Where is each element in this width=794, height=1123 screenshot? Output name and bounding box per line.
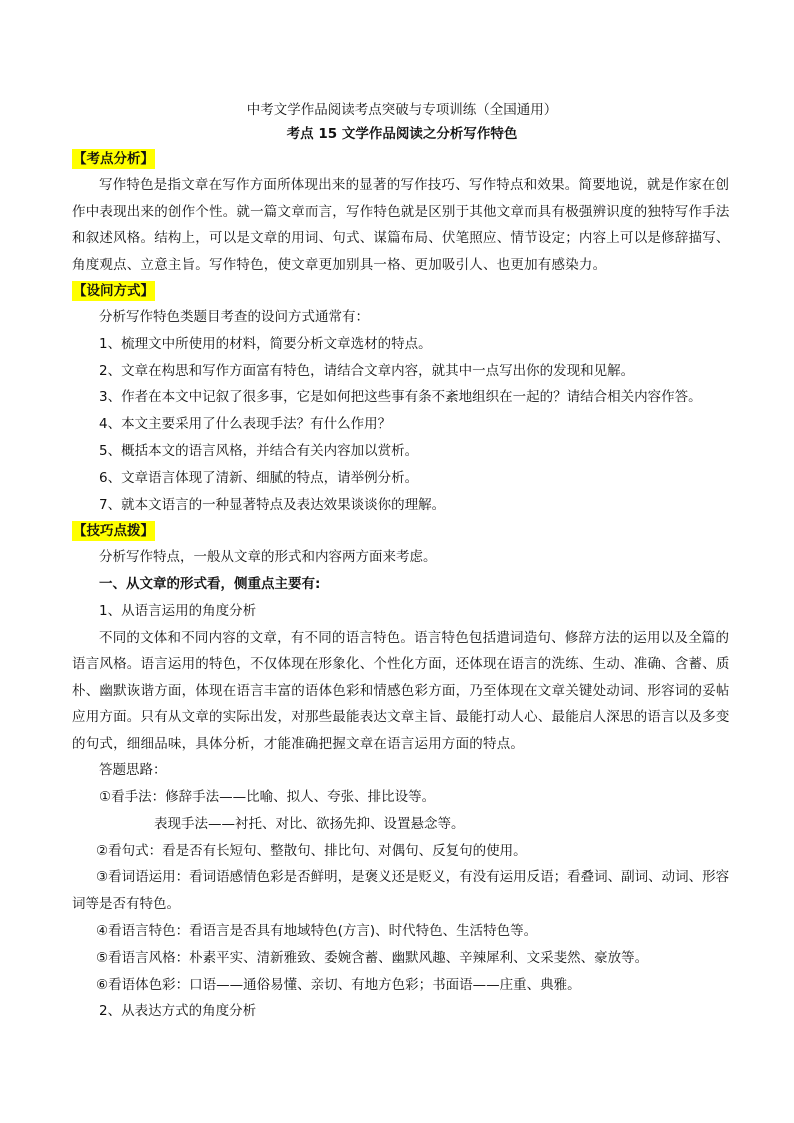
document-title: 中考文学作品阅读考点突破与专项训练（全国通用）: [246, 102, 558, 118]
analysis-paragraph: 写作特色是指文章在写作方面所体现出来的显著的写作技巧、写作特点和效果。简要地说，就是作家在创作中表现出来的创作个性。就一篇文章而言，写作特色就是区别于其他文章而具有极强辨识度的独特写作手法和叙述风格。结构上，可以是文章的用词、句式、谋篇布局、伏笔照应、情节设定；内容上可以是修辞描写、角度观点、立意主旨。写作特色，使文章更加别具一格、更加吸引人、也更加有感染力。: [72, 177, 730, 273]
questions-intro: 分析写作特色类题目考查的设问方式通常有：: [99, 309, 369, 325]
tips-subheading-form: 一、从文章的形式看，侧重点主要有:: [99, 576, 321, 593]
question-item: 1、梳理文中所使用的材料，简要分析文章选材的特点。: [99, 335, 432, 352]
question-item: 5、概括本文的语言风格，并结合有关内容加以赏析。: [99, 442, 419, 459]
tips-intro: 分析写作特点，一般从文章的形式和内容两方面来考虑。: [99, 549, 437, 566]
section-heading-questions: 【设问方式】: [73, 283, 154, 299]
answer-point-sentences: ②看句式：看是否有长短句、整散句、排比句、对偶句、反复句的使用。: [96, 842, 527, 859]
question-item: 7、就本文语言的一种显著特点及表达效果谈谈你的理解。: [99, 496, 446, 513]
question-item: 2、文章在构思和写作方面富有特色，请结合文章内容，就其中一点写出你的发现和见解。: [99, 362, 635, 379]
answer-approach-label: 答题思路：: [99, 762, 167, 779]
question-item: 3、作者在本文中记叙了很多事，它是如何把这些事有条不紊地组织在一起的？请结合相关内容作答。: [99, 389, 702, 406]
section-heading-tips: 【技巧点拨】: [73, 523, 154, 540]
document-page: [72, 98, 732, 1025]
section-heading-tips-row: [72, 518, 732, 544]
answer-point-techniques: ①看手法：修辞手法——比喻、拟人、夸张、排比设等。: [99, 789, 436, 806]
section-heading-analysis: 【考点分析】: [73, 151, 154, 167]
tips-subheading-expression: 2、从表达方式的角度分析: [99, 1003, 257, 1020]
section-heading-questions-row: [72, 278, 732, 304]
question-item: 4、本文主要采用了什么表现手法？有什么作用？: [99, 416, 392, 433]
language-analysis-paragraph: 不同的文体和不同内容的文章，有不同的语言特色。语言特色包括遣词造句、修辞方法的运用以及全篇的语言风格。语言运用的特色，不仅体现在形象化、个性化方面，还体现在语言的洗练、生动、准确、含蓄、质朴、幽默诙谐方面，体现在语言丰富的语体色彩和情感色彩方面，乃至体现在文章关键处动词、形容词的妥帖应用方面。只有从文章的实际出发，对那些最能表达文章主旨、最能打动人心、最能启人深思的语言以及多变的句式，细细品味，具体分析，才能准确把握文章在语言运用方面的特点。: [72, 629, 730, 752]
question-item: 6、文章语言体现了清新、细腻的特点，请举例分析。: [99, 469, 419, 486]
answer-point-features: ④看语言特色：看语言是否具有地域特色(方言)、时代特色、生活特色等。: [96, 923, 538, 940]
tips-subheading-language: 1、从语言运用的角度分析: [99, 602, 257, 619]
answer-point-expression: 表现手法——衬托、对比、欲扬先抑、设置悬念等。: [154, 815, 465, 832]
document-subtitle: 考点 15 文学作品阅读之分析写作特色: [286, 126, 518, 142]
answer-point-register: ⑥看语体色彩：口语——通俗易懂、亲切、有地方色彩；书面语——庄重、典雅。: [96, 976, 581, 993]
section-heading-analysis-row: [72, 146, 732, 172]
answer-point-style: ⑤看语言风格：朴素平实、清新雅致、委婉含蓄、幽默风趣、辛辣犀利、文采斐然、豪放等。: [96, 949, 649, 966]
answer-point-wording: ③看词语运用：看词语感情色彩是否鲜明，是褒义还是贬义，有没有运用反语；看叠词、副词、动词、形容词等是否有特色。: [72, 869, 730, 913]
